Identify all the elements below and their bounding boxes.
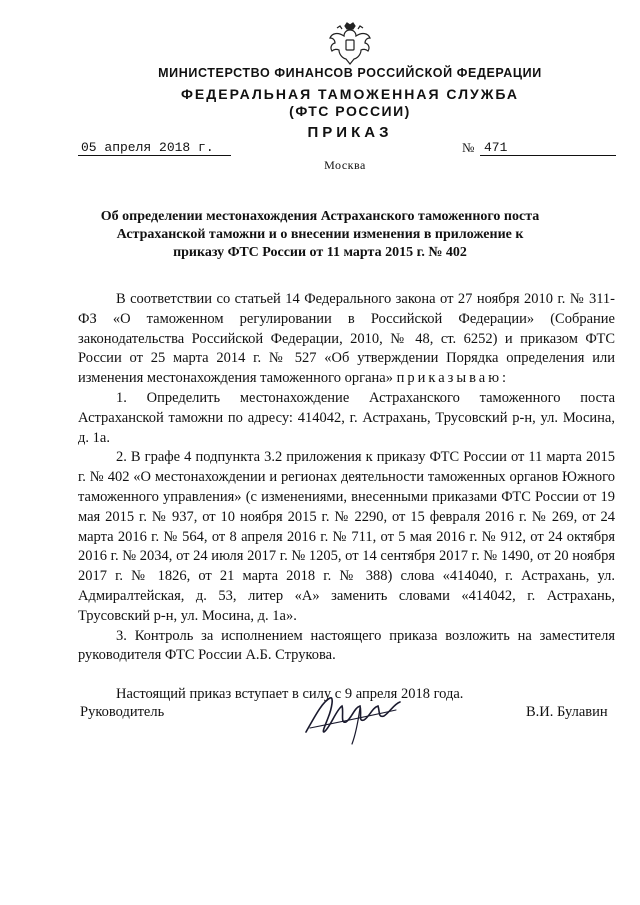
- order-number: 471: [480, 140, 616, 156]
- service-short-name: (ФТС РОССИИ): [289, 103, 411, 119]
- document-body: [78, 290, 615, 705]
- effective-date-paragraph: Настоящий приказ вступает в силу с 9 апреля 2018 года.: [116, 686, 464, 703]
- service-name: ФЕДЕРАЛЬНАЯ ТАМОЖЕННАЯ СЛУЖБА: [180, 86, 520, 102]
- item-1: 1. Определить местонахождение Астраханского таможенного поста Астраханской таможни по адресу: 414042, г. Астрахань, Трусовский р-н, ул. Мосина, д. 1а.: [78, 389, 615, 446]
- preamble-paragraph: [78, 290, 615, 389]
- signature-icon: [300, 688, 410, 746]
- preamble-text: В соответствии со статьей 14 Федерального закона от 27 ноября 2010 г. № 311-ФЗ «О таможенном регулировании в Российской Федерации» (Собрание законодательства Российской Федерации, 2010, № 48, ст. 6252) и приказом ФТС России от 25 марта 2014 г. № 527 «Об утверждении Порядка определения или изменения местонахождения таможенного органа»: [78, 291, 615, 387]
- city: Москва: [324, 158, 366, 172]
- order-date: 05 апреля 2018 г.: [78, 140, 231, 156]
- document-title: Об определении местонахождения Астраханского таможенного поста Астраханской таможни и о внесении изменения в приложение к приказу ФТС России от 11 марта 2015 г. № 402: [100, 209, 540, 260]
- ministry-name: МИНИСТЕРСТВО ФИНАНСОВ РОССИЙСКОЙ ФЕДЕРАЦИИ: [158, 66, 542, 80]
- order-word: приказываю:: [396, 370, 510, 387]
- order-number-label: №: [462, 140, 475, 155]
- signer-position: Руководитель: [80, 704, 165, 720]
- signer-name: В.И. Булавин: [526, 704, 608, 720]
- item-2: 2. В графе 4 подпункта 3.2 приложения к приказу ФТС России от 11 марта 2015 г. № 402 «О местонахождении и регионах деятельности таможенных органов Южного таможенного управления» (с изменениями, внесенными приказами ФТС России от 19 мая 2015 г. № 937, от 10 ноября 2015 г. № 2290, от 15 февраля 2016 г. № 269, от 24 марта 2016 г. № 564, от 8 апреля 2016 г. № 711, от 5 мая 2016 г. № 912, от 24 октября 2016 г. № 2034, от 24 июля 2017 г. № 1205, от 14 сентября 2017 г. № 1490, от 20 ноября 2017 г. № 1826, от 21 марта 2018 г. № 388) слова «414040, г. Астрахань, ул. Адмиралтейская, д. 53, литер «А» заменить словами «414042, г. Астрахань, Трусовский р-н, ул. Мосина, д. 1а».: [78, 449, 615, 624]
- document-type: ПРИКАЗ: [307, 124, 393, 141]
- item-3: 3. Контроль за исполнением настоящего приказа возложить на заместителя руководителя ФТС России А.Б. Струкова.: [78, 627, 615, 664]
- coat-of-arms-icon: [325, 18, 375, 68]
